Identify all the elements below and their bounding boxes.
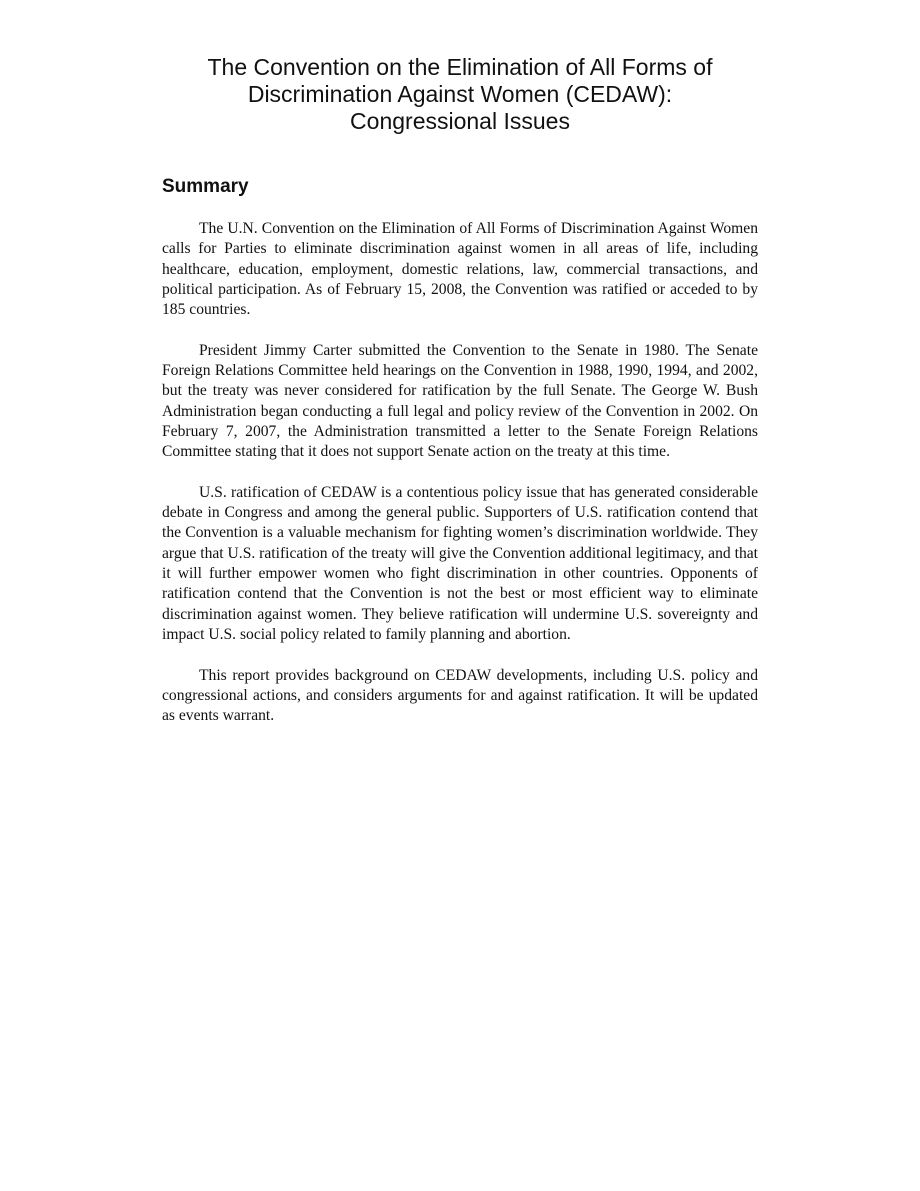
summary-paragraph-2: President Jimmy Carter submitted the Convention to the Senate in 1980. The Senate Foreign Relations Committee held hearings on the Convention in 1988, 1990, 1994, and 2002, but the treaty was never considered for ratification by the full Senate. The George W. Bush Administration began conducting a full legal and policy review of the Convention in 2002. On February 7, 2007, the Administration transmitted a letter to the Senate Foreign Relations Committee stating that it does not support Senate action on the treaty at this time. bbox=[162, 341, 758, 461]
title-line-2: Discrimination Against Women (CEDAW): bbox=[247, 81, 673, 107]
summary-paragraph-3: U.S. ratification of CEDAW is a contentious policy issue that has generated considerable debate in Congress and among the general public. Supporters of U.S. ratification contend that the Convention is a valuable mechanism for fighting women’s discrimination worldwide. They argue that U.S. ratification of the treaty will give the Convention additional legitimacy, and that it will further empower women who fight discrimination in other countries. Opponents of ratification contend that the Convention is not the best or most efficient way to eliminate discrimination against women. They believe ratification will undermine U.S. sovereignty and impact U.S. social policy related to family planning and abortion. bbox=[162, 483, 758, 643]
page-title bbox=[162, 54, 758, 135]
title-line-1: The Convention on the Elimination of All Forms of bbox=[207, 54, 713, 80]
summary-heading: Summary bbox=[162, 176, 249, 197]
document-page bbox=[162, 54, 758, 725]
summary-paragraph-1: The U.N. Convention on the Elimination of All Forms of Discrimination Against Women calls for Parties to eliminate discrimination against women in all areas of life, including healthcare, education, employment, domestic relations, law, commercial transactions, and political participation. As of February 15, 2008, the Convention was ratified or acceded to by 185 countries. bbox=[162, 220, 758, 319]
title-line-3: Congressional Issues bbox=[350, 108, 570, 134]
summary-paragraph-4: This report provides background on CEDAW developments, including U.S. policy and congressional actions, and considers arguments for and against ratification. It will be updated as events warrant. bbox=[162, 666, 758, 725]
summary-body bbox=[162, 219, 758, 747]
